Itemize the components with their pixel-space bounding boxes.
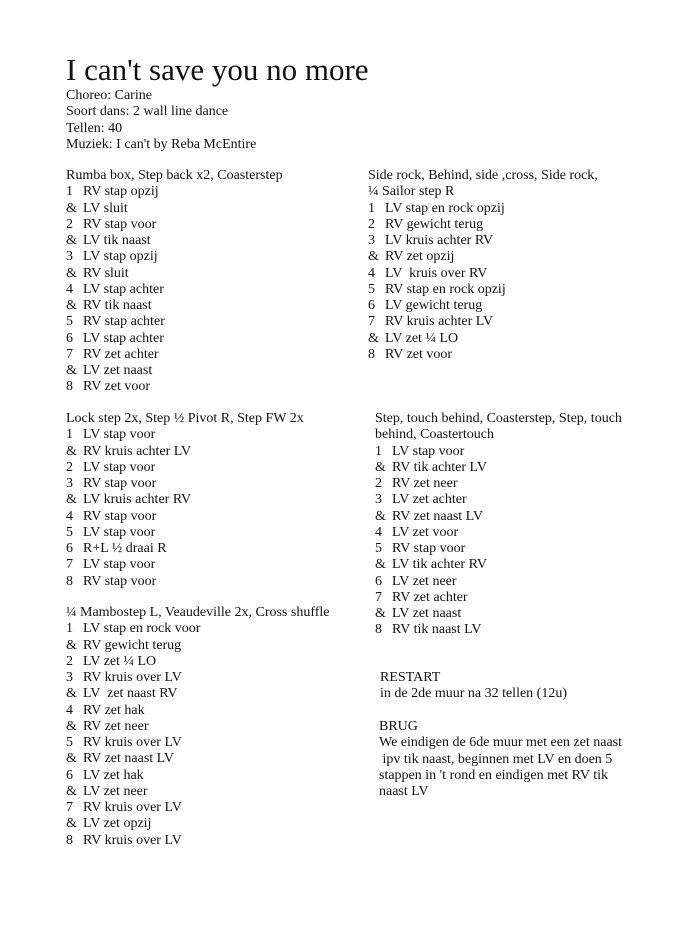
- step-count: 4: [368, 265, 375, 281]
- step-text: RV kruis over LV: [83, 800, 182, 815]
- restart-title: RESTART: [380, 670, 441, 685]
- step-row: [375, 622, 622, 638]
- step-row: [375, 509, 622, 525]
- step-text: LV kruis achter RV: [385, 233, 494, 248]
- step-row: [66, 427, 304, 443]
- brug-text-3: stappen in 't rond en eindigen met RV tik: [379, 767, 608, 783]
- step-count: 6: [66, 767, 73, 783]
- step-row: [368, 201, 598, 217]
- step-row: [66, 541, 304, 557]
- step-count: 3: [66, 249, 73, 265]
- step-text: RV zet hak: [83, 702, 145, 718]
- step-text: LV stap opzij: [83, 249, 158, 265]
- step-row: [375, 460, 622, 476]
- step-row: [375, 590, 622, 606]
- step-row: [368, 249, 598, 265]
- step-count: 5: [375, 541, 382, 556]
- step-count: 5: [66, 524, 73, 540]
- step-count: 7: [368, 314, 375, 330]
- step-row: [375, 444, 622, 460]
- step-count: 7: [66, 346, 73, 362]
- step-text: LV gewicht terug: [385, 298, 483, 313]
- step-row: [66, 184, 283, 200]
- dance-info: [66, 88, 256, 153]
- step-count: 3: [368, 233, 375, 248]
- step-text: LV zet voor: [392, 524, 459, 540]
- step-text: LV stap voor: [83, 524, 156, 540]
- step-row: [66, 621, 330, 637]
- step-row: [66, 557, 304, 573]
- step-text: RV stap en rock opzij: [385, 281, 506, 297]
- step-row: [66, 735, 330, 751]
- step-text: RV zet achter: [392, 589, 468, 605]
- step-row: [66, 784, 330, 800]
- step-count: 2: [66, 216, 73, 232]
- step-row: [66, 751, 330, 767]
- step-row: [66, 654, 330, 670]
- step-row: [66, 460, 304, 476]
- step-row: [368, 282, 598, 298]
- section-header: Rumba box, Step back x2, Coasterstep: [66, 168, 283, 183]
- step-text: LV zet neer: [392, 573, 457, 589]
- step-row: [66, 298, 283, 314]
- step-row: [66, 379, 283, 395]
- step-text: RV kruis achter LV: [83, 443, 192, 459]
- step-row: [66, 363, 283, 379]
- step-count: &: [66, 751, 77, 767]
- step-text: RV sluit: [83, 265, 129, 281]
- section-header: behind, Coastertouch: [375, 427, 494, 443]
- step-text: RV stap voor: [83, 573, 157, 589]
- step-row: [66, 509, 304, 525]
- step-count: 5: [368, 281, 375, 297]
- step-count: 1: [66, 184, 73, 200]
- step-count: 1: [368, 200, 375, 216]
- section-header: Lock step 2x, Step ½ Pivot R, Step FW 2x: [66, 411, 304, 426]
- step-count: 4: [66, 508, 73, 524]
- page-title: I can't save you no more: [66, 52, 369, 87]
- step-count: &: [66, 298, 77, 313]
- step-count: 3: [66, 670, 73, 685]
- step-text: RV zet neer: [392, 476, 458, 491]
- step-text: LV stap voor: [83, 459, 156, 475]
- step-text: LV stap en rock voor: [83, 621, 201, 637]
- step-row: [66, 347, 283, 363]
- brug-text-1: We eindigen de 6de muur met een zet naast: [379, 735, 622, 751]
- step-count: 5: [66, 314, 73, 330]
- step-count: &: [375, 508, 386, 524]
- step-count: &: [66, 443, 77, 459]
- step-text: RV gewicht terug: [385, 216, 484, 232]
- step-row: [368, 217, 598, 233]
- step-text: RV zet voor: [83, 379, 151, 395]
- step-row: [66, 574, 304, 590]
- step-text: RV kruis over LV: [83, 832, 182, 848]
- step-text: RV kruis achter LV: [385, 314, 494, 330]
- step-row: [368, 347, 598, 363]
- step-text: RV zet naast LV: [392, 508, 484, 524]
- section-rumba-box: [66, 168, 283, 396]
- step-row: [66, 492, 304, 508]
- step-text: RV stap voor: [392, 541, 466, 556]
- section-header: Step, touch behind, Coasterstep, Step, touch: [375, 411, 622, 426]
- step-row: [375, 525, 622, 541]
- step-row: [66, 249, 283, 265]
- step-text: RV stap achter: [83, 314, 165, 330]
- step-text: LV sluit: [83, 200, 128, 216]
- step-row: [375, 476, 622, 492]
- step-row: [66, 476, 304, 492]
- brug-text-4: naast LV: [379, 784, 429, 799]
- step-text: LV stap achter: [83, 330, 164, 346]
- step-row: [66, 833, 330, 849]
- step-row: [375, 574, 622, 590]
- step-count: 8: [375, 622, 382, 638]
- step-text: R+L ½ draai R: [83, 541, 167, 556]
- step-count: &: [66, 363, 77, 378]
- step-text: LV stap en rock opzij: [385, 200, 505, 216]
- dance-type-line: Soort dans: 2 wall line dance: [66, 104, 229, 120]
- step-count: 2: [66, 653, 73, 669]
- step-count: 8: [66, 573, 73, 589]
- step-count: 7: [66, 800, 73, 815]
- step-row: [375, 541, 622, 557]
- step-row: [368, 298, 598, 314]
- step-row: [66, 686, 330, 702]
- step-text: LV tik achter RV: [392, 557, 487, 573]
- step-text: RV zet voor: [385, 346, 453, 362]
- step-text: LV zet naast RV: [83, 686, 178, 702]
- step-row: [66, 201, 283, 217]
- step-count: &: [66, 816, 77, 832]
- step-text: LV zet ¼ LO: [385, 330, 459, 346]
- step-count: &: [66, 233, 77, 248]
- step-row: [66, 444, 304, 460]
- step-row: [66, 703, 330, 719]
- step-text: RV zet achter: [83, 346, 159, 362]
- section-header: ¼ Mambostep L, Veaudeville 2x, Cross shuffle: [66, 605, 330, 620]
- step-text: LV stap achter: [83, 281, 164, 297]
- step-text: LV zet ¼ LO: [83, 653, 157, 669]
- step-count: 8: [66, 832, 73, 848]
- step-row: [375, 492, 622, 508]
- step-text: RV zet naast LV: [83, 751, 175, 767]
- brug-text-2: ipv tik naast, beginnen met LV en doen 5: [379, 751, 613, 767]
- step-text: LV kruis achter RV: [83, 492, 192, 508]
- step-text: RV stap voor: [83, 216, 157, 232]
- section-step-touch: [375, 411, 622, 639]
- restart-note: [380, 670, 567, 703]
- step-count: 5: [66, 735, 73, 750]
- step-row: [368, 314, 598, 330]
- step-count: &: [66, 686, 77, 702]
- choreo-line: Choreo: Carine: [66, 88, 152, 103]
- step-row: [66, 233, 283, 249]
- step-row: [66, 800, 330, 816]
- step-row: [66, 217, 283, 233]
- step-text: RV tik naast LV: [392, 622, 482, 638]
- restart-text: in de 2de muur na 32 tellen (12u): [380, 686, 568, 702]
- step-text: LV zet neer: [83, 783, 148, 799]
- step-row: [66, 314, 283, 330]
- step-row: [368, 233, 598, 249]
- step-count: 4: [375, 524, 382, 540]
- step-count: &: [375, 606, 386, 621]
- step-row: [66, 768, 330, 784]
- step-text: LV stap voor: [392, 443, 465, 459]
- step-count: &: [368, 330, 379, 346]
- step-count: 6: [368, 298, 375, 313]
- step-text: RV stap voor: [83, 508, 157, 524]
- step-row: [66, 282, 283, 298]
- step-text: RV tik naast: [83, 298, 152, 313]
- step-text: LV tik naast: [83, 233, 151, 248]
- step-text: RV stap voor: [83, 476, 157, 491]
- section-header: Side rock, Behind, side ,cross, Side rock,: [368, 168, 598, 183]
- step-text: LV zet naast: [83, 363, 153, 378]
- step-count: &: [66, 265, 77, 281]
- step-count: 1: [66, 621, 73, 637]
- step-count: 8: [66, 379, 73, 395]
- step-count: 3: [66, 476, 73, 491]
- step-row: [66, 719, 330, 735]
- step-text: LV zet achter: [392, 492, 467, 508]
- step-row: [368, 266, 598, 282]
- step-text: LV zet hak: [83, 767, 144, 783]
- section-mambostep: [66, 605, 330, 849]
- step-count: 7: [375, 589, 382, 605]
- step-text: RV zet neer: [83, 718, 149, 734]
- step-count: &: [368, 249, 379, 265]
- counts-line: Tellen: 40: [66, 120, 123, 136]
- section-side-rock: [368, 168, 598, 363]
- step-row: [66, 331, 283, 347]
- step-count: 6: [66, 541, 73, 556]
- step-text: LV stap voor: [83, 427, 156, 443]
- step-text: RV tik achter LV: [392, 459, 487, 475]
- step-count: 2: [66, 459, 73, 475]
- brug-title: BRUG: [379, 719, 418, 734]
- step-count: 4: [66, 281, 73, 297]
- step-count: 3: [375, 492, 382, 508]
- step-text: RV stap opzij: [83, 184, 159, 200]
- section-header: ¼ Sailor step R: [368, 184, 455, 200]
- step-count: 4: [66, 702, 73, 718]
- step-row: [368, 331, 598, 347]
- brug-note: [379, 719, 622, 800]
- step-count: &: [66, 200, 77, 216]
- step-count: 8: [368, 346, 375, 362]
- step-count: &: [66, 637, 77, 653]
- step-count: 1: [375, 443, 382, 459]
- step-count: 2: [375, 476, 382, 491]
- step-text: RV kruis over LV: [83, 670, 182, 685]
- step-count: 2: [368, 216, 375, 232]
- step-row: [66, 816, 330, 832]
- step-row: [66, 670, 330, 686]
- step-count: &: [66, 783, 77, 799]
- step-row: [66, 525, 304, 541]
- step-row: [66, 266, 283, 282]
- step-text: LV stap voor: [83, 557, 156, 573]
- step-text: RV gewicht terug: [83, 637, 182, 653]
- step-text: LV kruis over RV: [385, 265, 488, 281]
- step-count: 7: [66, 557, 73, 573]
- step-count: 6: [66, 330, 73, 346]
- step-row: [375, 606, 622, 622]
- step-text: RV kruis over LV: [83, 735, 182, 750]
- music-line: Muziek: I can't by Reba McEntire: [66, 136, 257, 152]
- step-text: LV zet opzij: [83, 816, 152, 832]
- step-count: &: [66, 492, 77, 508]
- step-text: RV zet opzij: [385, 249, 455, 265]
- step-count: 6: [375, 573, 382, 589]
- step-count: 1: [66, 427, 73, 443]
- step-row: [375, 557, 622, 573]
- section-lock-step: [66, 411, 304, 590]
- step-text: LV zet naast: [392, 606, 462, 621]
- step-row: [66, 638, 330, 654]
- step-count: &: [375, 557, 386, 573]
- step-count: &: [375, 459, 386, 475]
- step-count: &: [66, 718, 77, 734]
